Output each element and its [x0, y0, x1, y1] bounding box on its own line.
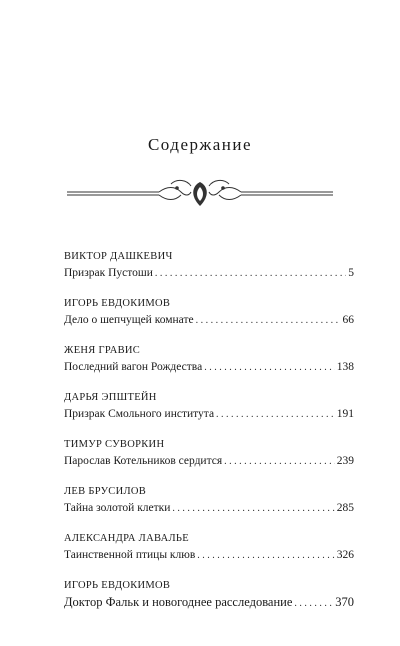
toc-entry[interactable]	[64, 297, 354, 329]
toc-line	[64, 593, 354, 611]
ornament-divider	[67, 172, 333, 212]
toc-entry[interactable]	[64, 532, 354, 564]
toc-story-title: Призрак Смольного института	[64, 408, 215, 420]
toc-page-number: 138	[336, 361, 354, 373]
dot-leader	[294, 595, 333, 611]
toc-story-title: Дело о шепчущей комнате	[64, 314, 194, 326]
toc-line	[64, 358, 354, 376]
toc-author: ЖЕНЯ ГРАВИС	[64, 345, 141, 356]
toc-author: ИГОРЬ ЕВДОКИМОВ	[64, 580, 171, 591]
toc-author: ВИКТОР ДАШКЕВИЧ	[64, 251, 173, 262]
toc-story-title: Тайна золотой клетки	[64, 502, 171, 514]
toc-story-title: Парослав Котельников сердится	[64, 455, 223, 467]
toc-page-number: 239	[336, 455, 354, 467]
toc-story-title: Доктор Фальк и новогоднее расследование	[64, 595, 293, 609]
toc-page-number: 191	[336, 408, 354, 420]
toc-entry[interactable]	[64, 250, 354, 282]
dot-leader	[204, 359, 335, 376]
toc-author: ИГОРЬ ЕВДОКИМОВ	[64, 298, 171, 309]
toc-story-title: Таинственной птицы клюв	[64, 549, 196, 561]
dot-leader	[216, 406, 335, 423]
toc-entry[interactable]	[64, 438, 354, 470]
dot-leader	[197, 547, 334, 564]
toc-page-number: 66	[342, 314, 354, 326]
toc-entry[interactable]	[64, 579, 354, 611]
table-of-contents	[64, 250, 354, 611]
dot-leader	[172, 500, 334, 517]
toc-page-number: 285	[336, 502, 354, 514]
dot-leader	[196, 312, 341, 329]
toc-line	[64, 499, 354, 517]
toc-line	[64, 452, 354, 470]
dot-leader	[224, 453, 335, 470]
toc-line	[64, 311, 354, 329]
toc-entry[interactable]	[64, 344, 354, 376]
toc-author: ДАРЬЯ ЭПШТЕЙН	[64, 392, 157, 403]
page-title: Содержание	[147, 135, 253, 154]
toc-page-number: 5	[348, 267, 354, 279]
toc-line	[64, 264, 354, 282]
toc-story-title: Последний вагон Рождества	[64, 361, 203, 373]
toc-line	[64, 546, 354, 564]
toc-author: АЛЕКСАНДРА ЛАВАЛЬЕ	[64, 533, 189, 544]
toc-entry[interactable]	[64, 391, 354, 423]
toc-story-title: Призрак Пустоши	[64, 267, 153, 279]
toc-author: ТИМУР СУВОРКИН	[64, 439, 165, 450]
toc-page-number: 326	[336, 549, 354, 561]
toc-author: ЛЕВ БРУСИЛОВ	[64, 486, 147, 497]
toc-entry[interactable]	[64, 485, 354, 517]
toc-page-number: 370	[335, 595, 354, 609]
dot-leader	[155, 265, 346, 282]
toc-line	[64, 405, 354, 423]
